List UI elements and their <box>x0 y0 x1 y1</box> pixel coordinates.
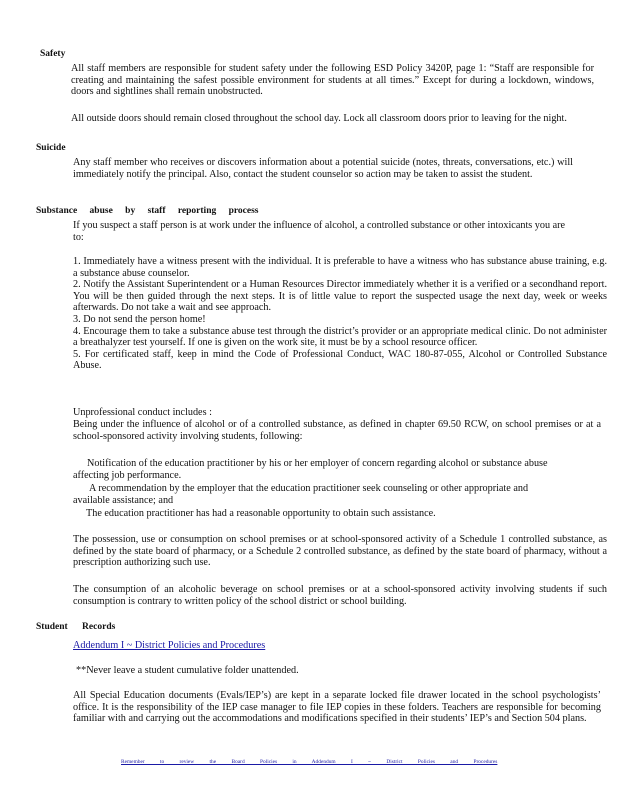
unprofessional-title: Unprofessional conduct includes : <box>73 407 212 418</box>
cumulative-folder-note: **Never leave a student cumulative folder unattended. <box>76 665 299 676</box>
substance-heading: Substance abuse by staff reporting process <box>36 206 259 216</box>
substance-step-2: 2. Notify the Assistant Superintendent or a Human Resources Director immediately whether it is a verified or a secondhand report. You will be then guided through the next steps. It is of little value to report the suspected usage the next day, week or weeks afterwards. Do not take a wait and see approach. <box>73 279 607 314</box>
special-education-paragraph: All Special Education documents (Evals/IEP’s) are kept in a separate locked file drawer located in the school psychologists’ office. It is the responsibility of the IEP case manager to file IEP copies in these folders. Teachers are responsible for becoming familiar with and carrying out the accommodations and modifications specified in their students’ IEP’s and Section 504 plans. <box>73 690 601 725</box>
conduct-bullet-3: The education practitioner has had a reasonable opportunity to obtain such assistance. <box>86 508 436 519</box>
addendum-link[interactable]: Addendum I ~ District Policies and Procedures <box>73 640 266 651</box>
substance-step-4: 4. Encourage them to take a substance abuse test through the district’s provider or an appropriate medical clinic. Do not administer a breathalyzer test yourself. If one is given on the work site, it must be by a school resource officer. <box>73 325 607 349</box>
substance-step-5: 5. For certificated staff, keep in mind the Code of Professional Conduct, WAC 180-87-055, Alcohol or Controlled Substance Abuse. <box>73 348 607 372</box>
safety-paragraph-1: All staff members are responsible for student safety under the following ESD Policy 3420P, page 1: “Staff are responsible for creating and maintaining the safest possible environment for students at all times.” Except for during a lockdown, windows, doors and sightlines shall remain unobstructed. <box>71 63 594 98</box>
substance-step-1: 1. Immediately have a witness present with the individual. It is preferable to have a witness who has substance abuse training, e.g. a substance abuse counselor. <box>73 256 607 279</box>
conduct-bullet-1: Notification of the education practitioner by his or her employer of concern regarding alcohol or substance abuse affecting job performance. <box>73 458 548 481</box>
unprofessional-text: Being under the influence of alcohol or of a controlled substance, as defined in chapter 69.50 RCW, on school premises or at a school-sponsored activity involving students, following: <box>73 419 601 442</box>
consumption-paragraph: The consumption of an alcoholic beverage on school premises or at a school-sponsored activity involving students if such consumption is contrary to written policy of the school district or school building. <box>73 584 607 607</box>
safety-paragraph-2: All outside doors should remain closed throughout the school day. Lock all classroom doors prior to leaving for the night. <box>71 113 567 124</box>
student-records-heading: Student Records <box>36 622 116 632</box>
substance-step-3: 3. Do not send the person home! <box>73 313 206 325</box>
footer-board-policies-link[interactable]: Remember to review the Board Policies in Addendum I ~ District Policies and Procedures <box>121 759 498 765</box>
safety-heading: Safety <box>40 49 66 59</box>
substance-steps-list <box>73 256 607 372</box>
suicide-heading: Suicide <box>36 143 66 153</box>
conduct-bullet-2: A recommendation by the employer that the education practitioner seek counseling or other appropriate and available assistance; and <box>73 483 529 506</box>
possession-paragraph: The possession, use or consumption on school premises or at school-sponsored activity of a Schedule 1 controlled substance, as defined by the state board of pharmacy, or a Schedule 2 controlled substance, as defined by the state board of pharmacy, without a prescription authorizing such use. <box>73 534 607 569</box>
suicide-paragraph: Any staff member who receives or discovers information about a potential suicide (notes, threats, conversations, etc.) will immediately notify the principal. Also, contact the student counselor so action may be taken to assist the student. <box>73 157 573 180</box>
substance-intro: If you suspect a staff person is at work under the influence of alcohol, a controlled substance or other intoxicants you are to: <box>73 220 566 243</box>
